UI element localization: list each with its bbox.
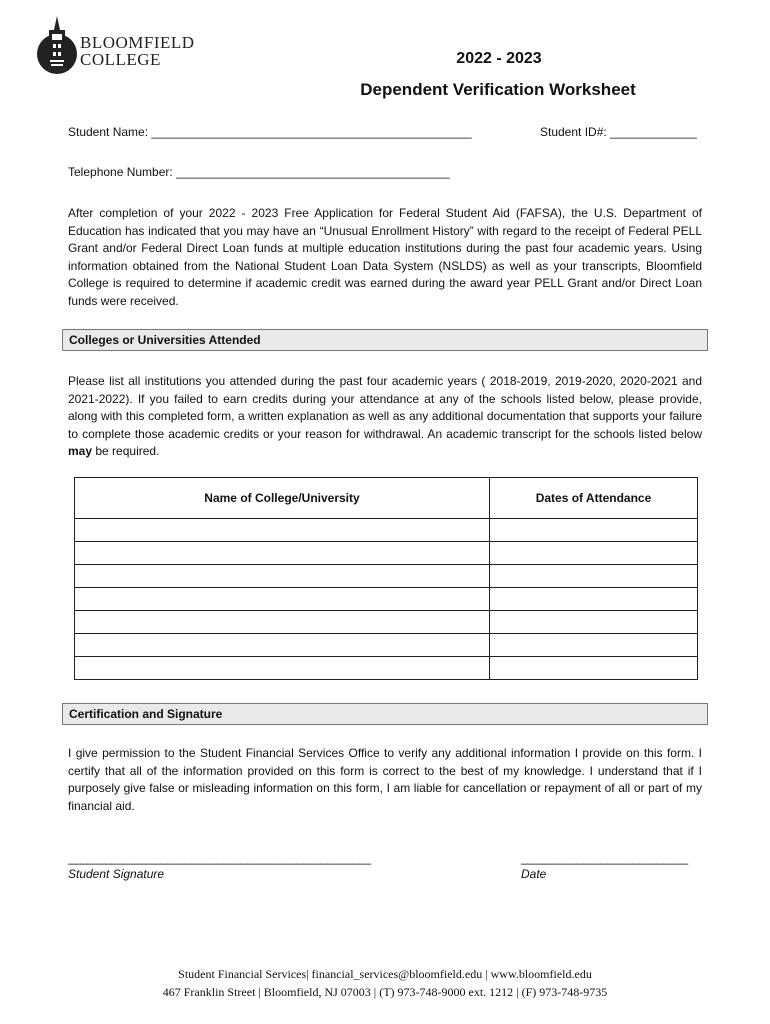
table-row <box>75 611 698 634</box>
college-name-cell[interactable] <box>75 634 490 657</box>
table-row <box>75 565 698 588</box>
telephone-field[interactable]: Telephone Number: _________________________________________ <box>68 165 450 179</box>
intro-paragraph: After completion of your 2022 - 2023 Free Application for Federal Student Aid (FAFSA), the U.S. Department of Education has indicated that you may have an “Unusual Enrollment History” with regard to the receipt of Federal PELL Grant and/or Federal Direct Loan funds at multiple education institutions during the past four academic years. Using information obtained from the National Student Loan Data System (NSLDS) as well as your transcripts, Bloomfield College is required to determine if academic credit was earned during the award year PELL Grant and/or Direct Loan funds were received. <box>68 206 702 308</box>
signature-line[interactable]: _________________________________________________ <box>68 851 371 865</box>
table-header-row <box>75 478 698 519</box>
form-year-text: 2022 - 2023 <box>456 50 542 67</box>
colleges-instructions <box>68 373 702 461</box>
college-name-cell[interactable] <box>75 519 490 542</box>
form-title: Dependent Verification Worksheet <box>360 80 636 99</box>
date-label: Date <box>521 867 547 881</box>
table-row <box>75 634 698 657</box>
logo-line2: COLLEGE <box>80 50 161 69</box>
college-logo <box>34 14 204 78</box>
student-id-field[interactable]: Student ID#: _____________ <box>540 125 697 139</box>
certification-section-heading: Certification and Signature <box>62 703 708 725</box>
college-name-cell[interactable] <box>75 542 490 565</box>
dates-cell[interactable] <box>490 588 698 611</box>
footer-contact: Student Financial Services| financial_services@bloomfield.edu | www.bloomfield.edu <box>178 967 592 981</box>
dates-cell[interactable] <box>490 565 698 588</box>
logo-est: EST. 1868 <box>48 68 70 73</box>
college-name-cell[interactable] <box>75 657 490 680</box>
college-name-cell[interactable] <box>75 588 490 611</box>
col-header-dates: Dates of Attendance <box>490 478 698 519</box>
colleges-table <box>74 477 698 680</box>
dates-cell[interactable] <box>490 634 698 657</box>
colleges-section-heading: Colleges or Universities Attended <box>62 329 708 351</box>
dates-cell[interactable] <box>490 657 698 680</box>
logo-line1: BLOOMFIELD <box>80 33 195 52</box>
signature-label: Student Signature <box>68 867 165 881</box>
table-row <box>75 657 698 680</box>
student-name-field[interactable]: Student Name: ________________________________________________ <box>68 125 472 139</box>
colleges-instructions-bold: may <box>68 444 93 459</box>
date-line[interactable]: ___________________________ <box>521 851 688 865</box>
colleges-instructions-end: be required. <box>92 444 160 459</box>
table-row <box>75 519 698 542</box>
certification-paragraph: I give permission to the Student Financial Services Office to verify any additional information I provide on this form. I certify that all of the information provided on this form is correct to the best of my knowledge. I understand that if I purposely give false or misleading information on this form, I am liable for cancellation or repayment of all or part of my financial aid. <box>68 746 702 813</box>
footer-address: 467 Franklin Street | Bloomfield, NJ 07003 | (T) 973-748-9000 ext. 1212 | (F) 973-748-9735 <box>162 985 608 999</box>
college-name-cell[interactable] <box>75 565 490 588</box>
col-header-name: Name of College/University <box>75 478 490 519</box>
form-year <box>0 50 770 68</box>
dates-cell[interactable] <box>490 542 698 565</box>
table-row <box>75 542 698 565</box>
dates-cell[interactable] <box>490 519 698 542</box>
dates-cell[interactable] <box>490 611 698 634</box>
college-name-cell[interactable] <box>75 611 490 634</box>
colleges-instructions-text: Please list all institutions you attended during the past four academic years ( 2018-2019, 2019-2020, 2020-2021 and 2021-2022). If you failed to earn credits during your attendance at any of the schools listed below, please provide, along with this completed form, a written explanation as well as any additional documentation that supports your failure to complete those academic credits or your reason for withdrawal. An academic transcript for the schools listed below <box>68 374 702 441</box>
table-row <box>75 588 698 611</box>
